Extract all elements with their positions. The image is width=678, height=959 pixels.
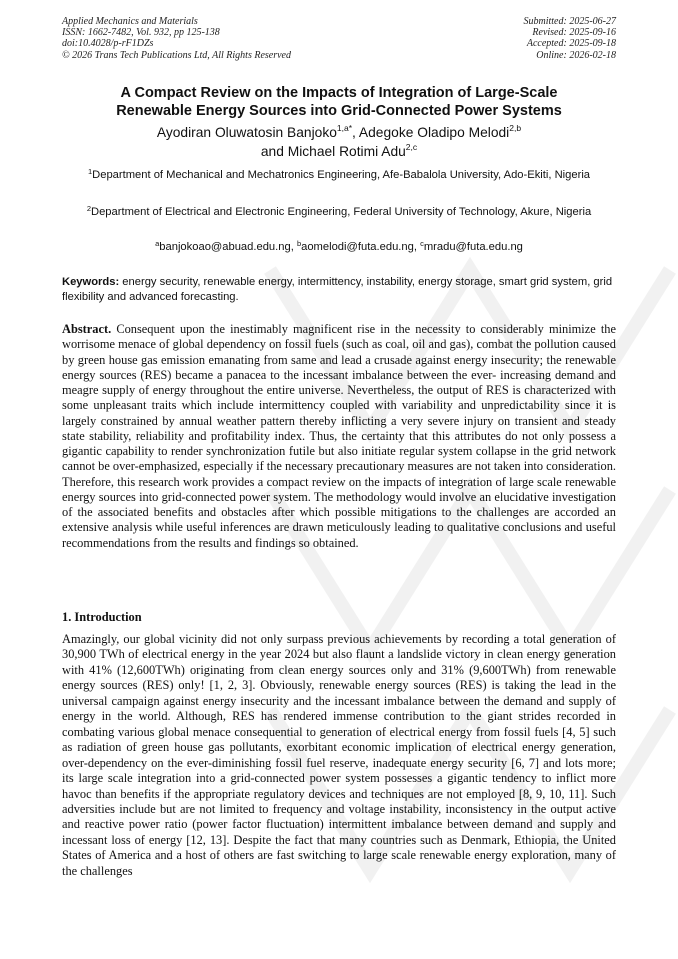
author-affiliation-mark: 2,c <box>405 141 418 152</box>
author-name: Ayodiran Oluwatosin Banjoko <box>156 125 337 140</box>
copyright: © 2026 Trans Tech Publications Ltd, All Rights Reserved <box>62 49 291 61</box>
author-affiliation-mark: 1,a* <box>336 123 353 133</box>
paper-title <box>62 84 616 120</box>
author-name: Adegoke Oladipo Melodi <box>358 125 510 140</box>
email-link[interactable]: aomelodi@futa.edu.ng <box>301 241 414 253</box>
title-line-2: Renewable Energy Sources into Grid-Connected Power Systems <box>116 103 562 119</box>
affiliation-number: 1 <box>87 167 93 176</box>
email-mark: a <box>155 239 160 248</box>
online-date: Online: 2026-02-18 <box>536 49 616 61</box>
dates-info <box>524 16 617 61</box>
affiliation-number: 2 <box>86 204 91 213</box>
authors-line-1 <box>62 124 616 143</box>
submitted-date: Submitted: 2025-06-27 <box>523 16 616 27</box>
email-link[interactable]: mradu@futa.edu.ng <box>423 241 523 253</box>
email-mark: b <box>296 239 302 248</box>
doi[interactable]: doi:10.4028/p-rF1DZs <box>62 38 154 50</box>
affiliation-1 <box>62 168 616 184</box>
affiliation-text: Department of Mechanical and Mechatronics Engineering, Afe-Babalola University, Ado-Ekiti, Nigeria <box>92 169 591 181</box>
keywords-text: energy security, renewable energy, intermittency, instability, energy storage, smart grid system, grid flexibility and advanced forecasting. <box>62 276 613 303</box>
email-mark: c <box>420 239 424 248</box>
journal-info <box>62 16 291 61</box>
author-affiliation-mark: 2,b <box>509 123 522 133</box>
abstract-label: Abstract. <box>62 322 112 336</box>
keywords-label: Keywords: <box>62 276 120 288</box>
journal-name: Applied Mechanics and Materials <box>62 16 198 27</box>
affiliation-2 <box>62 205 616 221</box>
email-separator: , <box>290 241 297 253</box>
abstract-paragraph <box>62 322 616 551</box>
author-name: Michael Rotimi Adu <box>287 143 406 159</box>
accepted-date: Accepted: 2025-09-18 <box>526 38 616 50</box>
author-conjunction: and <box>260 143 288 159</box>
title-line-1: A Compact Review on the Impacts of Integration of Large-Scale <box>120 85 558 101</box>
author-separator: , <box>352 125 359 140</box>
email-link[interactable]: banjokoao@abuad.edu.ng <box>159 241 291 253</box>
authors-line-2 <box>62 143 616 162</box>
revised-date: Revised: 2025-09-16 <box>532 27 616 39</box>
abstract-text: Consequent upon the inestimably magnificent rise in the necessity to considerably minimize the worrisome menace of global dependency on fossil fuels (such as coal, oil and gas), combat the pollution caused by green house gas emission emanating from same and lead a crusade against energy insecurity; the renewable energy sources (RES) became a panacea to the incessant imbalance between the ever- increasing demand and meagre supply of energy throughout the entire universe. Nevertheless, the output of RES is characterized with some unpleasant traits which include intermittency coupled with variability and unpredictability since it is largely constrained by annual weather pattern thereby inflicting a very severe injury on transient and steady state stability, reliability and profitability index. Thus, the certainty that this attributes do not only possess a gigantic capability to render synchronization futile but also initiate regular system collapse in the grid network cannot be over-emphasized, especially if the necessary precautionary measures are not taken into consideration. Therefore, this research work provides a compact review on the impacts of integration of large scale renewable energy sources into grid-connected power system. The methodology would involve an elucidative investigation of the associated benefits and obstacles after which possible mitigations to the challenges are accorded an extensive analysis while useful inferences are drawn meticulously leading to qualitative conclusions and useful recommendations from the results and findings so obtained. <box>62 322 617 550</box>
author-emails <box>62 240 616 254</box>
author-list <box>62 124 616 161</box>
affiliation-text: Department of Electrical and Electronic Engineering, Federal University of Technology, Akure, Nigeria <box>91 206 592 218</box>
issn-volume: ISSN: 1662-7482, Vol. 932, pp 125-138 <box>62 27 220 39</box>
section-heading: 1. Introduction <box>62 610 142 624</box>
introduction-paragraph: Amazingly, our global vicinity did not only surpass previous achievements by recording a total generation of 30,900 TWh of electrical energy in the year 2024 but also flaunt a landslide victory in clean energy generation with 41% (12,600TWh) originating from clean energy sources only and 31% (9,600TWh) from renewable energy sources (RES) only! [1, 2, 3]. Obviously, renewable energy sources (RES) is taking the lead in the universal campaign against energy insecurity and the incessant imbalance between the demand and supply of energy in the world. Although, RES has rendered immense contribution to the giant strides recorded in combating various global menace consequential to generation of electrical energy from fossil fuels [4, 5] such as radiation of green house gas pollutants, exorbitant economic implication of electrical energy generation, over-dependency on the ever-diminishing fossil fuel reserve, inadequate energy security [6, 7] and lots more; its large scale integration into a grid-connected power system possesses a gigantic tendency to inflict more havoc than benefits if the appropriate regulatory devices and techniques are not employed [8, 9, 10, 11]. Such adversities include but are not limited to frequency and voltage instability, inconsistency in the output active and reactive power ratio (power factor fluctuation) intermittent imbalance between demand and supply and incessant loss of energy [12, 13]. Despite the fact that many countries such as Denmark, Ethiopia, the United States of America and a host of others are fast switching to large scale renewable energy exploration, many of the challenges <box>62 632 616 878</box>
email-separator: , <box>413 241 421 253</box>
keywords-paragraph <box>62 275 616 304</box>
